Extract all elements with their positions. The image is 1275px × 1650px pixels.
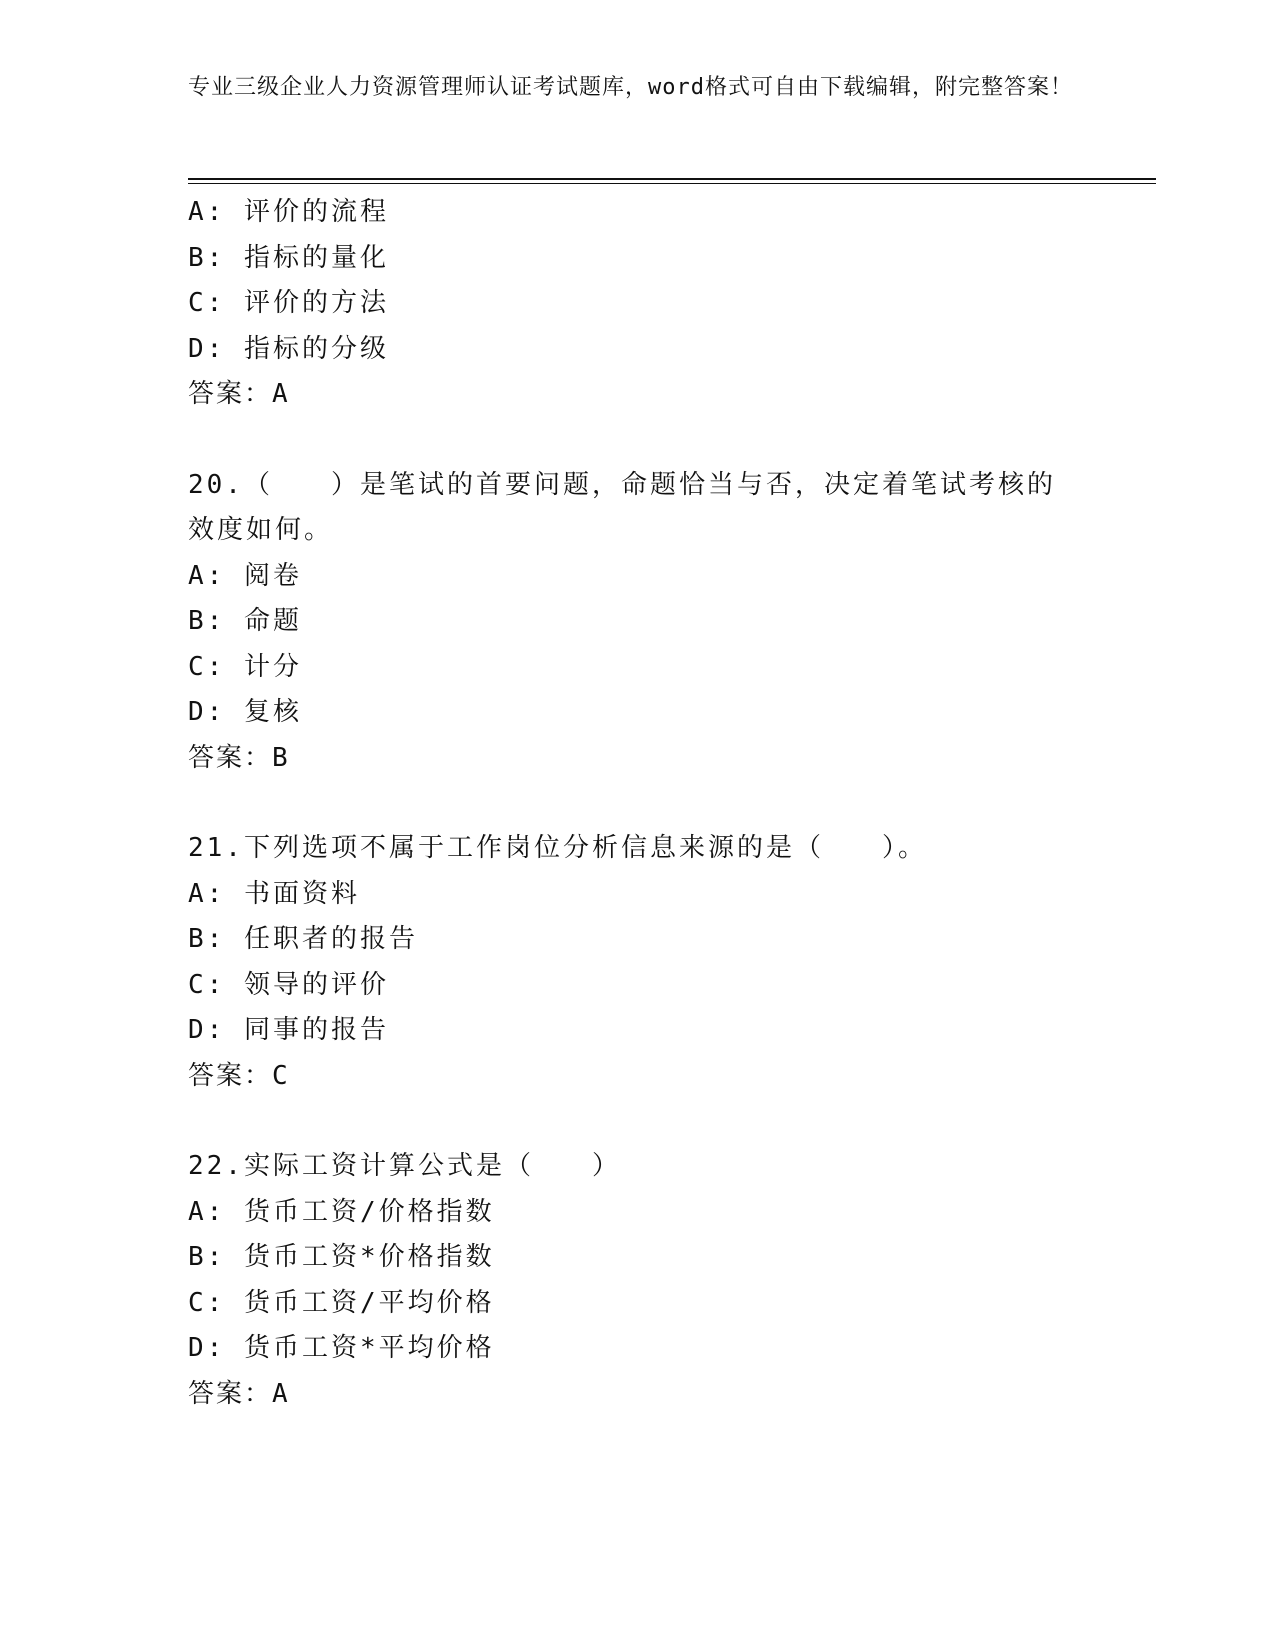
answer-line: 答案：B [188,742,290,773]
option-b: B: 货币工资*价格指数 [188,1242,495,1272]
spacer [188,781,1088,826]
question-block-21 [188,826,1088,1099]
answer-line: 答案：A [188,379,290,409]
question-stem: 20.（ ）是笔试的首要问题，命题恰当与否，决定着笔试考核的效度如何。 [188,469,1056,545]
option-d: D: 同事的报告 [188,1015,389,1045]
option-c: C: 领导的评价 [188,969,389,1000]
question-block-carryover [188,190,1088,418]
question-list [188,190,1088,1417]
spacer [188,418,1088,463]
option-d: D: 货币工资*平均价格 [188,1333,495,1363]
option-a: A: 阅卷 [188,560,302,591]
answer-line: 答案：C [188,1060,290,1091]
option-a: A: 货币工资/价格指数 [188,1196,495,1227]
question-block-20 [188,463,1088,782]
option-b: B: 命题 [188,606,302,636]
option-c: C: 计分 [188,651,302,682]
question-stem: 21.下列选项不属于工作岗位分析信息来源的是（ ）。 [188,833,927,863]
option-a: A: 评价的流程 [188,197,389,227]
option-c: C: 评价的方法 [188,288,389,318]
question-block-22 [188,1144,1088,1417]
option-b: B: 指标的量化 [188,242,389,273]
header-divider-thin [188,183,1156,184]
answer-line: 答案：A [188,1378,290,1409]
header-divider-thick [188,178,1156,180]
option-d: D: 指标的分级 [188,333,389,364]
option-c: C: 货币工资/平均价格 [188,1287,495,1318]
spacer [188,1099,1088,1144]
question-stem: 22.实际工资计算公式是（ ） [188,1151,621,1181]
option-a: A: 书面资料 [188,878,360,909]
document-header: 专业三级企业人力资源管理师认证考试题库，word格式可自由下载编辑，附完整答案！ [188,75,1073,100]
option-d: D: 复核 [188,697,302,727]
option-b: B: 任职者的报告 [188,924,418,954]
